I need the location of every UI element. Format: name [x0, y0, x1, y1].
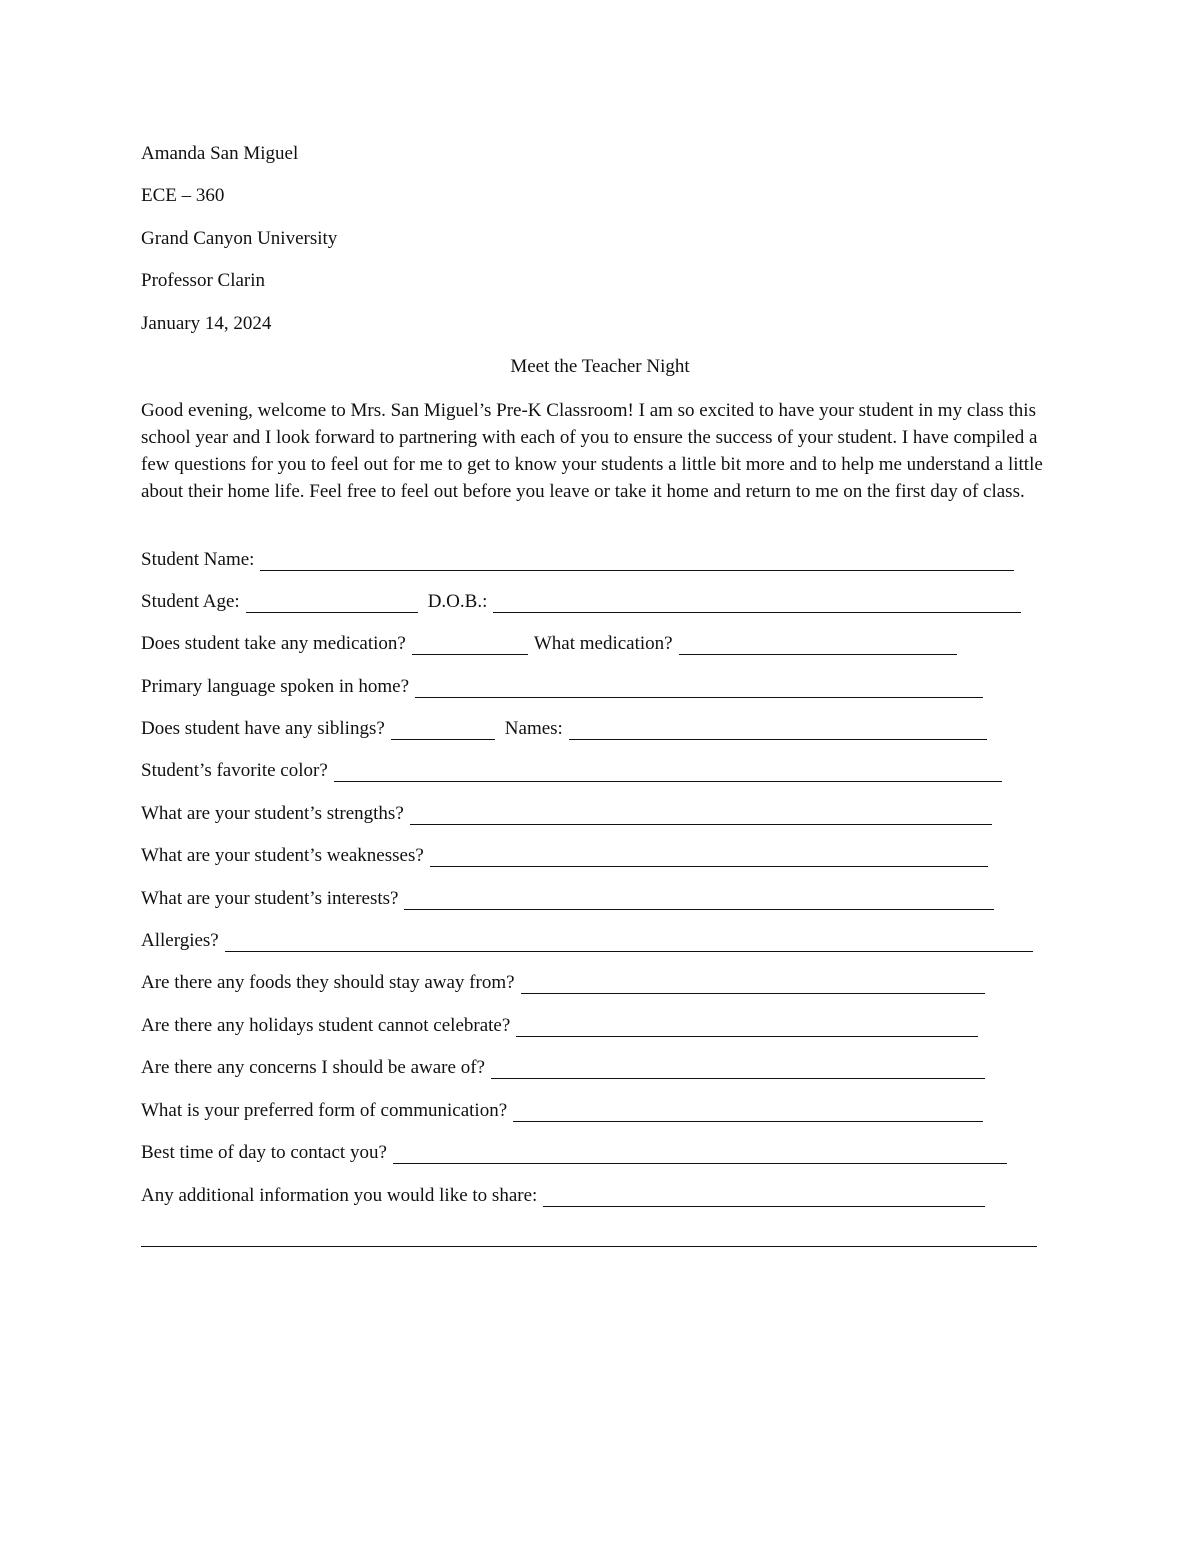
siblings-answer-blank[interactable] — [391, 721, 495, 740]
medication-row — [141, 633, 957, 655]
course-code: ECE – 360 — [141, 185, 225, 206]
favorite-color-label: Student’s favorite color? — [141, 760, 328, 781]
page-title: Meet the Teacher Night — [510, 356, 690, 377]
additional-info-continuation-line[interactable] — [141, 1246, 1037, 1247]
foods-blank[interactable] — [521, 975, 985, 994]
medication-question-label: Does student take any medication? — [141, 633, 406, 654]
strengths-label: What are your student’s strengths? — [141, 803, 404, 824]
communication-label: What is your preferred form of communication? — [141, 1100, 508, 1121]
additional-info-blank[interactable] — [543, 1188, 985, 1207]
holidays-row — [141, 1015, 978, 1037]
siblings-row — [141, 718, 987, 740]
language-row — [141, 676, 983, 698]
language-blank[interactable] — [415, 679, 983, 698]
allergies-blank[interactable] — [225, 933, 1033, 952]
weaknesses-label: What are your student’s weaknesses? — [141, 845, 424, 866]
student-name-label: Student Name: — [141, 549, 255, 570]
medication-what-blank[interactable] — [679, 636, 957, 655]
allergies-label: Allergies? — [141, 930, 219, 951]
medication-answer-blank[interactable] — [412, 636, 528, 655]
intro-paragraph: Good evening, welcome to Mrs. San Miguel’s Pre-K Classroom! I am so excited to have your student in my class this school year and I look forward to partnering with each of you to ensure the success of your student. I have compiled a few questions for you to feel out for me to get to know your students a little bit more and to help me understand a little about their home life. Feel free to feel out before you leave or take it home and return to me on the first day of class. — [141, 400, 1043, 502]
communication-row — [141, 1100, 983, 1122]
favorite-color-blank[interactable] — [334, 763, 1002, 782]
strengths-row — [141, 803, 992, 825]
siblings-question-label: Does student have any siblings? — [141, 718, 385, 739]
weaknesses-row — [141, 845, 988, 867]
concerns-blank[interactable] — [491, 1060, 985, 1079]
student-age-blank[interactable] — [246, 594, 418, 613]
communication-blank[interactable] — [513, 1103, 983, 1122]
additional-info-label: Any additional information you would like to share: — [141, 1185, 538, 1206]
age-dob-row — [141, 591, 1021, 613]
concerns-label: Are there any concerns I should be aware of? — [141, 1057, 485, 1078]
holidays-blank[interactable] — [516, 1018, 978, 1037]
dob-label: D.O.B.: — [427, 591, 488, 612]
interests-label: What are your student’s interests? — [141, 888, 399, 909]
foods-row — [141, 972, 985, 994]
student-name-blank[interactable] — [260, 552, 1014, 571]
best-time-label: Best time of day to contact you? — [141, 1142, 387, 1163]
foods-label: Are there any foods they should stay away from? — [141, 972, 515, 993]
best-time-blank[interactable] — [393, 1145, 1007, 1164]
professor-name: Professor Clarin — [141, 270, 266, 291]
siblings-names-blank[interactable] — [569, 721, 987, 740]
allergies-row — [141, 930, 1033, 952]
student-age-label: Student Age: — [141, 591, 240, 612]
weaknesses-blank[interactable] — [430, 848, 988, 867]
interests-blank[interactable] — [404, 891, 994, 910]
best-time-row — [141, 1142, 1007, 1164]
dob-blank[interactable] — [493, 594, 1021, 613]
additional-info-row — [141, 1185, 985, 1207]
medication-what-label: What medication? — [533, 633, 673, 654]
concerns-row — [141, 1057, 985, 1079]
language-label: Primary language spoken in home? — [141, 676, 410, 697]
siblings-names-label: Names: — [504, 718, 563, 739]
favorite-color-row — [141, 760, 1002, 782]
university-name: Grand Canyon University — [141, 228, 338, 249]
author-name: Amanda San Miguel — [141, 143, 299, 164]
document-date: January 14, 2024 — [141, 313, 272, 334]
student-name-row — [141, 549, 1014, 571]
interests-row — [141, 888, 994, 910]
holidays-label: Are there any holidays student cannot celebrate? — [141, 1015, 511, 1036]
strengths-blank[interactable] — [410, 806, 992, 825]
